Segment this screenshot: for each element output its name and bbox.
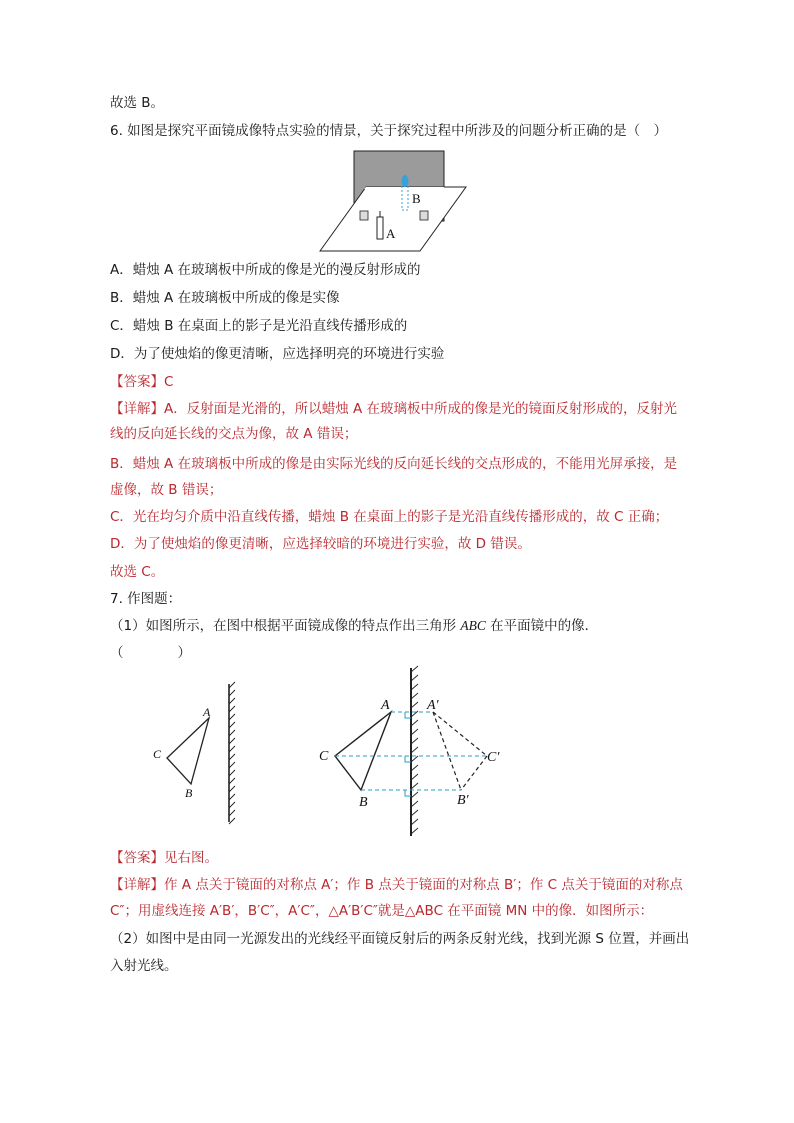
q6-option-a: A．蜡烛 A 在玻璃板中所成的像是光的漫反射形成的	[110, 262, 421, 278]
detail-tag: 【详解】	[110, 401, 164, 417]
q6-answer-line	[110, 373, 173, 391]
answer-tag: 【答案】	[110, 850, 164, 866]
q6-option-d: D．为了使烛焰的像更清晰，应选择明亮的环境进行实验	[110, 346, 445, 362]
label-b: B	[185, 786, 193, 800]
answer-value: C	[164, 374, 174, 390]
label-b-prime: B′	[457, 793, 469, 808]
candle-a	[377, 217, 383, 239]
q6-detail-line-6: D．为了使烛焰的像更清晰，应选择较暗的环境进行实验，故 D 错误。	[110, 536, 531, 552]
q6-option-b: B．蜡烛 A 在玻璃板中所成的像是实像	[110, 290, 340, 306]
q6-detail-line-5: C．光在均匀介质中沿直线传播，蜡烛 B 在桌面上的影子是光沿直线传播形成的，故 C 正确；	[110, 509, 669, 525]
label-a-prime: A′	[427, 698, 439, 713]
triangle-abc	[167, 718, 209, 784]
q7-part1-prompt: （1）如图所示，在图中根据平面镜成像的特点作出三角形 ABC 在平面镜中的像．	[110, 618, 599, 634]
q6-conclusion: 故选 C。	[110, 564, 165, 580]
support-block-left	[360, 211, 368, 220]
flame-image-b	[402, 175, 409, 187]
q7-answer-figure	[315, 666, 515, 838]
answer-value: 见右图。	[164, 850, 218, 866]
support-block-right	[420, 211, 428, 220]
label-a: A	[386, 226, 396, 241]
q6-detail-line-4: 虚像，故 B 错误；	[110, 482, 223, 498]
q6-stem: 6. 如图是探究平面镜成像特点实验的情景，关于探究过程中所涉及的问题分析正确的是（ ）	[110, 123, 668, 139]
answer-tag: 【答案】	[110, 374, 164, 390]
q6-detail-line-3: B．蜡烛 A 在玻璃板中所成的像是由实际光线的反向延长线的交点形成的，不能用光屏承接，是	[110, 456, 678, 472]
triangle-abc	[335, 712, 391, 790]
label-b: B	[412, 191, 421, 206]
q7-part1-detail-line-1: 【详解】作 A 点关于镜面的对称点 A′；作 B 点关于镜面的对称点 B′；作 C 点关于镜面的对称点	[110, 877, 683, 893]
q7-part1-detail-line-2: C″；用虚线连接 A′B′，B′C″，A′C″，△A′B′C″就是△ABC 在平面镜 MN 中的像．如图所示：	[110, 903, 654, 919]
q7-part1-blank: （ ）	[110, 645, 191, 661]
q7-part2-line-1: （2）如图中是由同一光源发出的光线经平面镜反射后的两条反射光线，找到光源 S 位置，并画出	[110, 931, 690, 947]
label-a: A	[203, 705, 211, 719]
q6-option-c: C．蜡烛 B 在桌面上的影子是光沿直线传播形成的	[110, 318, 408, 334]
q6-detail-line-1: 【详解】A．反射面是光滑的，所以蜡烛 A 在玻璃板中所成的像是光的镜面反射形成的，反射光	[110, 401, 678, 417]
label-c-prime: C′	[487, 750, 500, 765]
label-c: C	[319, 749, 329, 764]
label-c: C	[153, 747, 162, 761]
q7-title: 7. 作图题：	[110, 591, 182, 607]
q6-detail-line-2: 线的反向延长线的交点为像，故 A 错误；	[110, 426, 358, 442]
detail-tag: 【详解】	[110, 877, 164, 893]
label-b: B	[359, 795, 368, 810]
q7-part2-line-2: 入射光线。	[110, 958, 178, 974]
q7-part1-answer-line	[110, 849, 218, 867]
q7-triangle-figure	[145, 680, 255, 830]
q6-mirror-experiment-figure	[318, 148, 468, 258]
q5-conclusion: 故选 B。	[110, 95, 165, 111]
label-a: A	[381, 698, 390, 713]
